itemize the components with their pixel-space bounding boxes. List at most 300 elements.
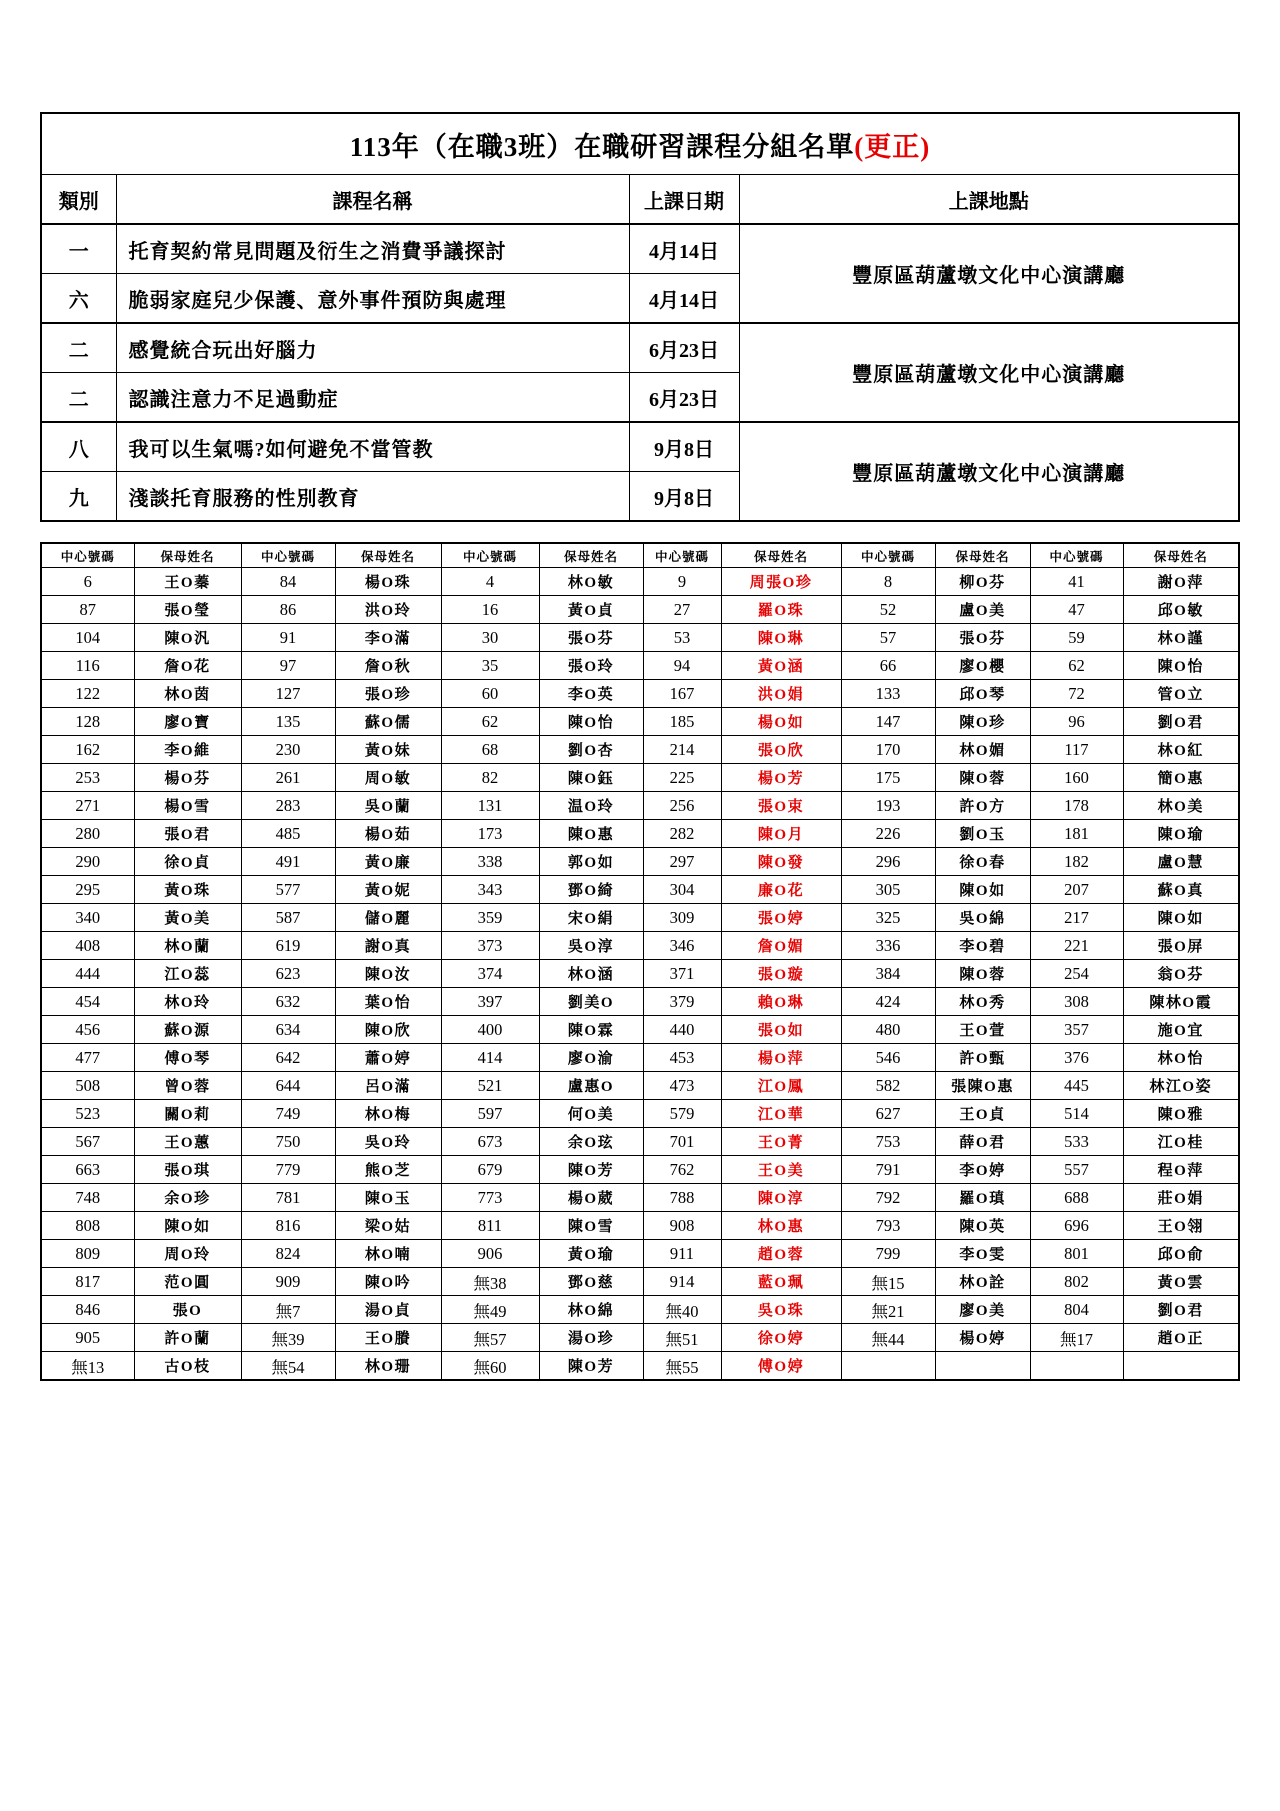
nanny-name-cell: 王O翎: [1123, 1212, 1239, 1240]
roster-row: [41, 1268, 1239, 1296]
center-number-cell: 59: [1030, 624, 1123, 652]
course-name-cell: 脆弱家庭兒少保護、意外事件預防與處理: [116, 274, 629, 324]
nanny-name-cell: 王O蕙: [134, 1128, 241, 1156]
nanny-name-cell: 林O美: [1123, 792, 1239, 820]
center-number-cell: 384: [841, 960, 935, 988]
nanny-name-cell: 古O枝: [134, 1352, 241, 1381]
category-cell: 九: [41, 472, 116, 522]
center-number-cell: 52: [841, 596, 935, 624]
nanny-name-cell: 林O玲: [134, 988, 241, 1016]
center-number-cell: 207: [1030, 876, 1123, 904]
center-number-cell: 82: [441, 764, 539, 792]
center-number-cell: 無13: [41, 1352, 134, 1381]
roster-row: [41, 1016, 1239, 1044]
center-number-cell: 86: [241, 596, 335, 624]
center-number-cell: 217: [1030, 904, 1123, 932]
nanny-name-cell: 陳O蓉: [935, 960, 1030, 988]
nanny-name-cell: 張陳O惠: [935, 1072, 1030, 1100]
nanny-name-cell: 許O甄: [935, 1044, 1030, 1072]
roster-header-nanny-name: 保母姓名: [539, 543, 643, 568]
center-number-cell: 309: [643, 904, 721, 932]
center-number-cell: 16: [441, 596, 539, 624]
roster-row: [41, 1184, 1239, 1212]
center-number-cell: [1030, 1352, 1123, 1381]
nanny-name-cell: 廖O渝: [539, 1044, 643, 1072]
nanny-name-cell: 周O玲: [134, 1240, 241, 1268]
center-number-cell: 673: [441, 1128, 539, 1156]
center-number-cell: 68: [441, 736, 539, 764]
nanny-name-cell: 陳O芳: [539, 1156, 643, 1184]
nanny-name-cell: 李O英: [539, 680, 643, 708]
nanny-name-cell: 李O婷: [935, 1156, 1030, 1184]
course-name-cell: 我可以生氣嗎?如何避免不當管教: [116, 422, 629, 472]
center-number-cell: 696: [1030, 1212, 1123, 1240]
center-number-cell: 325: [841, 904, 935, 932]
nanny-name-cell: 張O婷: [721, 904, 841, 932]
center-number-cell: 84: [241, 568, 335, 596]
nanny-name-cell: 黃O妮: [335, 876, 441, 904]
roster-row: [41, 596, 1239, 624]
nanny-name-cell: 李O雯: [935, 1240, 1030, 1268]
nanny-name-cell: 管O立: [1123, 680, 1239, 708]
center-number-cell: 4: [441, 568, 539, 596]
date-cell: 6月23日: [629, 373, 739, 423]
center-number-cell: 445: [1030, 1072, 1123, 1100]
center-number-cell: 128: [41, 708, 134, 736]
center-number-cell: 801: [1030, 1240, 1123, 1268]
location-cell: 豐原區葫蘆墩文化中心演講廳: [739, 422, 1239, 521]
nanny-name-cell: 林O詮: [935, 1268, 1030, 1296]
center-number-cell: 271: [41, 792, 134, 820]
roster-header-nanny-name: 保母姓名: [935, 543, 1030, 568]
center-number-cell: 914: [643, 1268, 721, 1296]
center-number-cell: 817: [41, 1268, 134, 1296]
nanny-name-cell: 黃O珠: [134, 876, 241, 904]
nanny-name-cell: 林O涵: [539, 960, 643, 988]
center-number-cell: 485: [241, 820, 335, 848]
roster-row: [41, 1352, 1239, 1381]
center-number-cell: 297: [643, 848, 721, 876]
nanny-name-cell: 黃O廉: [335, 848, 441, 876]
nanny-name-cell: 謝O萍: [1123, 568, 1239, 596]
roster-row: [41, 1100, 1239, 1128]
center-number-cell: 96: [1030, 708, 1123, 736]
nanny-name-cell: 楊O芬: [134, 764, 241, 792]
roster-header-center-number: 中心號碼: [1030, 543, 1123, 568]
course-header-row: [41, 175, 1239, 225]
center-number-cell: 無17: [1030, 1324, 1123, 1352]
roster-row: [41, 1128, 1239, 1156]
location-cell: 豐原區葫蘆墩文化中心演講廳: [739, 323, 1239, 422]
nanny-name-cell: 林O秀: [935, 988, 1030, 1016]
nanny-name-cell: 曾O蓉: [134, 1072, 241, 1100]
date-cell: 4月14日: [629, 274, 739, 324]
nanny-name-cell: 張O珍: [335, 680, 441, 708]
nanny-name-cell: 陳O汎: [134, 624, 241, 652]
nanny-name-cell: 張O束: [721, 792, 841, 820]
nanny-name-cell: 薛O君: [935, 1128, 1030, 1156]
category-cell: 六: [41, 274, 116, 324]
center-number-cell: 無55: [643, 1352, 721, 1381]
center-number-cell: 無21: [841, 1296, 935, 1324]
center-number-cell: 623: [241, 960, 335, 988]
nanny-name-cell: [935, 1352, 1030, 1381]
center-number-cell: [841, 1352, 935, 1381]
nanny-name-cell: 余O珍: [134, 1184, 241, 1212]
location-cell: 豐原區葫蘆墩文化中心演講廳: [739, 224, 1239, 323]
nanny-name-cell: 關O莉: [134, 1100, 241, 1128]
nanny-name-cell: 吳O珠: [721, 1296, 841, 1324]
center-number-cell: 359: [441, 904, 539, 932]
roster-row: [41, 1324, 1239, 1352]
nanny-name-cell: 范O圓: [134, 1268, 241, 1296]
nanny-name-cell: 廖O寶: [134, 708, 241, 736]
center-number-cell: 133: [841, 680, 935, 708]
center-number-cell: 66: [841, 652, 935, 680]
center-number-cell: 72: [1030, 680, 1123, 708]
nanny-name-cell: 趙O蓉: [721, 1240, 841, 1268]
roster-header-center-number: 中心號碼: [441, 543, 539, 568]
center-number-cell: 無54: [241, 1352, 335, 1381]
center-number-cell: 53: [643, 624, 721, 652]
nanny-name-cell: 張O如: [721, 1016, 841, 1044]
nanny-name-cell: 徐O春: [935, 848, 1030, 876]
center-number-cell: 634: [241, 1016, 335, 1044]
nanny-name-cell: 江O鳳: [721, 1072, 841, 1100]
category-cell: 二: [41, 373, 116, 423]
nanny-name-cell: 熊O芝: [335, 1156, 441, 1184]
nanny-name-cell: 劉美O: [539, 988, 643, 1016]
nanny-name-cell: 陳O欣: [335, 1016, 441, 1044]
nanny-name-cell: 盧惠O: [539, 1072, 643, 1100]
date-cell: 9月8日: [629, 422, 739, 472]
center-number-cell: 181: [1030, 820, 1123, 848]
nanny-name-cell: 王O蓁: [134, 568, 241, 596]
roster-header-nanny-name: 保母姓名: [721, 543, 841, 568]
center-number-cell: 456: [41, 1016, 134, 1044]
center-number-cell: 644: [241, 1072, 335, 1100]
nanny-name-cell: 周張O珍: [721, 568, 841, 596]
center-number-cell: 473: [643, 1072, 721, 1100]
center-number-cell: 230: [241, 736, 335, 764]
nanny-name-cell: 何O美: [539, 1100, 643, 1128]
center-number-cell: 906: [441, 1240, 539, 1268]
center-number-cell: 444: [41, 960, 134, 988]
center-number-cell: 116: [41, 652, 134, 680]
nanny-name-cell: 徐O貞: [134, 848, 241, 876]
center-number-cell: 701: [643, 1128, 721, 1156]
nanny-name-cell: 陳O發: [721, 848, 841, 876]
center-number-cell: 514: [1030, 1100, 1123, 1128]
nanny-name-cell: 梁O姑: [335, 1212, 441, 1240]
center-number-cell: 256: [643, 792, 721, 820]
nanny-name-cell: 藍O珮: [721, 1268, 841, 1296]
nanny-name-cell: 張O欣: [721, 736, 841, 764]
center-number-cell: 579: [643, 1100, 721, 1128]
nanny-name-cell: 郭O如: [539, 848, 643, 876]
center-number-cell: 357: [1030, 1016, 1123, 1044]
nanny-name-cell: 黃O涵: [721, 652, 841, 680]
center-number-cell: 781: [241, 1184, 335, 1212]
nanny-name-cell: 詹O花: [134, 652, 241, 680]
nanny-name-cell: 林O茵: [134, 680, 241, 708]
nanny-name-cell: 陳O琳: [721, 624, 841, 652]
nanny-name-cell: 江O蕊: [134, 960, 241, 988]
center-number-cell: 60: [441, 680, 539, 708]
roster-header-center-number: 中心號碼: [841, 543, 935, 568]
center-number-cell: 371: [643, 960, 721, 988]
nanny-name-cell: 邱O琴: [935, 680, 1030, 708]
center-number-cell: 282: [643, 820, 721, 848]
center-number-cell: 41: [1030, 568, 1123, 596]
center-number-cell: 135: [241, 708, 335, 736]
center-number-cell: 791: [841, 1156, 935, 1184]
nanny-name-cell: 林O惠: [721, 1212, 841, 1240]
center-number-cell: 792: [841, 1184, 935, 1212]
center-number-cell: 750: [241, 1128, 335, 1156]
nanny-name-cell: 張O璇: [721, 960, 841, 988]
center-number-cell: 557: [1030, 1156, 1123, 1184]
center-number-cell: 846: [41, 1296, 134, 1324]
nanny-name-cell: 詹O媚: [721, 932, 841, 960]
nanny-name-cell: 江O華: [721, 1100, 841, 1128]
center-number-cell: 57: [841, 624, 935, 652]
date-cell: 6月23日: [629, 323, 739, 373]
roster-head-row: [41, 543, 1239, 568]
roster-body: [41, 568, 1239, 1381]
nanny-name-cell: 楊O如: [721, 708, 841, 736]
center-number-cell: 27: [643, 596, 721, 624]
center-number-cell: 374: [441, 960, 539, 988]
nanny-name-cell: 張O: [134, 1296, 241, 1324]
document-body: [40, 112, 1238, 1381]
center-number-cell: 567: [41, 1128, 134, 1156]
center-number-cell: 577: [241, 876, 335, 904]
center-number-cell: 748: [41, 1184, 134, 1212]
nanny-name-cell: 王O貞: [935, 1100, 1030, 1128]
nanny-name-cell: 江O桂: [1123, 1128, 1239, 1156]
center-number-cell: 338: [441, 848, 539, 876]
center-number-cell: 911: [643, 1240, 721, 1268]
center-number-cell: 908: [643, 1212, 721, 1240]
nanny-name-cell: 黃O貞: [539, 596, 643, 624]
center-number-cell: 773: [441, 1184, 539, 1212]
center-number-cell: 無51: [643, 1324, 721, 1352]
nanny-name-cell: 宋O絹: [539, 904, 643, 932]
nanny-name-cell: 林O敏: [539, 568, 643, 596]
nanny-name-cell: 陳O如: [935, 876, 1030, 904]
center-number-cell: 627: [841, 1100, 935, 1128]
nanny-name-cell: 趙O正: [1123, 1324, 1239, 1352]
nanny-name-cell: 楊O葳: [539, 1184, 643, 1212]
center-number-cell: 162: [41, 736, 134, 764]
nanny-name-cell: 呂O滿: [335, 1072, 441, 1100]
nanny-name-cell: 蘇O真: [1123, 876, 1239, 904]
date-cell: 4月14日: [629, 224, 739, 274]
nanny-name-cell: 陳O吟: [335, 1268, 441, 1296]
col-header-location: 上課地點: [739, 175, 1239, 225]
nanny-name-cell: 施O宜: [1123, 1016, 1239, 1044]
center-number-cell: 8: [841, 568, 935, 596]
nanny-name-cell: 翁O芬: [1123, 960, 1239, 988]
center-number-cell: 296: [841, 848, 935, 876]
nanny-name-cell: 李O維: [134, 736, 241, 764]
course-name-cell: 托育契約常見問題及衍生之消費爭議探討: [116, 224, 629, 274]
center-number-cell: 221: [1030, 932, 1123, 960]
center-number-cell: 91: [241, 624, 335, 652]
center-number-cell: 35: [441, 652, 539, 680]
nanny-name-cell: 程O萍: [1123, 1156, 1239, 1184]
center-number-cell: 193: [841, 792, 935, 820]
nanny-name-cell: 楊O雪: [134, 792, 241, 820]
center-number-cell: 185: [643, 708, 721, 736]
category-cell: 二: [41, 323, 116, 373]
roster-table: [40, 542, 1240, 1381]
center-number-cell: 無15: [841, 1268, 935, 1296]
course-schedule-table: [40, 112, 1240, 522]
center-number-cell: 346: [643, 932, 721, 960]
nanny-name-cell: 陳O怡: [539, 708, 643, 736]
roster-header-center-number: 中心號碼: [41, 543, 134, 568]
center-number-cell: 283: [241, 792, 335, 820]
nanny-name-cell: 許O方: [935, 792, 1030, 820]
roster-row: [41, 1240, 1239, 1268]
nanny-name-cell: 謝O真: [335, 932, 441, 960]
center-number-cell: 9: [643, 568, 721, 596]
center-number-cell: 87: [41, 596, 134, 624]
center-number-cell: 440: [643, 1016, 721, 1044]
center-number-cell: 無40: [643, 1296, 721, 1324]
nanny-name-cell: 劉O君: [1123, 1296, 1239, 1324]
center-number-cell: 104: [41, 624, 134, 652]
nanny-name-cell: 陳O怡: [1123, 652, 1239, 680]
center-number-cell: 753: [841, 1128, 935, 1156]
roster-row: [41, 652, 1239, 680]
center-number-cell: 663: [41, 1156, 134, 1184]
nanny-name-cell: 楊O茹: [335, 820, 441, 848]
nanny-name-cell: 吳O綿: [935, 904, 1030, 932]
nanny-name-cell: 羅O珠: [721, 596, 841, 624]
category-cell: 八: [41, 422, 116, 472]
course-row: [41, 224, 1239, 274]
nanny-name-cell: 劉O杏: [539, 736, 643, 764]
nanny-name-cell: 陳O惠: [539, 820, 643, 848]
roster-row: [41, 904, 1239, 932]
roster-row: [41, 988, 1239, 1016]
center-number-cell: 373: [441, 932, 539, 960]
center-number-cell: 343: [441, 876, 539, 904]
center-number-cell: 305: [841, 876, 935, 904]
course-name-cell: 感覺統合玩出好腦力: [116, 323, 629, 373]
center-number-cell: 6: [41, 568, 134, 596]
center-number-cell: 173: [441, 820, 539, 848]
center-number-cell: 816: [241, 1212, 335, 1240]
center-number-cell: 127: [241, 680, 335, 708]
nanny-name-cell: 湯O珍: [539, 1324, 643, 1352]
nanny-name-cell: 蘇O儒: [335, 708, 441, 736]
center-number-cell: 160: [1030, 764, 1123, 792]
nanny-name-cell: 張O玲: [539, 652, 643, 680]
center-number-cell: 414: [441, 1044, 539, 1072]
center-number-cell: 597: [441, 1100, 539, 1128]
center-number-cell: 508: [41, 1072, 134, 1100]
nanny-name-cell: 王O菁: [721, 1128, 841, 1156]
page-title-text: 113年（在職3班）在職研習課程分組名單: [349, 131, 855, 162]
nanny-name-cell: 林江O姿: [1123, 1072, 1239, 1100]
center-number-cell: 62: [441, 708, 539, 736]
center-number-cell: 340: [41, 904, 134, 932]
center-number-cell: 無60: [441, 1352, 539, 1381]
center-number-cell: 253: [41, 764, 134, 792]
nanny-name-cell: 蘇O源: [134, 1016, 241, 1044]
center-number-cell: 無49: [441, 1296, 539, 1324]
center-number-cell: 749: [241, 1100, 335, 1128]
nanny-name-cell: 葉O怡: [335, 988, 441, 1016]
center-number-cell: 762: [643, 1156, 721, 1184]
center-number-cell: 642: [241, 1044, 335, 1072]
nanny-name-cell: 陳O雪: [539, 1212, 643, 1240]
nanny-name-cell: 陳O芳: [539, 1352, 643, 1381]
nanny-name-cell: 羅O瑱: [935, 1184, 1030, 1212]
nanny-name-cell: 林O梅: [335, 1100, 441, 1128]
title-row: [41, 113, 1239, 175]
center-number-cell: 400: [441, 1016, 539, 1044]
nanny-name-cell: 李O碧: [935, 932, 1030, 960]
nanny-name-cell: 陳O珍: [935, 708, 1030, 736]
nanny-name-cell: 王O美: [721, 1156, 841, 1184]
center-number-cell: 無39: [241, 1324, 335, 1352]
nanny-name-cell: 傅O婷: [721, 1352, 841, 1381]
nanny-name-cell: 柳O芬: [935, 568, 1030, 596]
roster-header-nanny-name: 保母姓名: [335, 543, 441, 568]
nanny-name-cell: 盧O美: [935, 596, 1030, 624]
nanny-name-cell: 林O謹: [1123, 624, 1239, 652]
center-number-cell: 811: [441, 1212, 539, 1240]
center-number-cell: 167: [643, 680, 721, 708]
nanny-name-cell: 余O玹: [539, 1128, 643, 1156]
nanny-name-cell: 鄧O慈: [539, 1268, 643, 1296]
center-number-cell: 261: [241, 764, 335, 792]
center-number-cell: 779: [241, 1156, 335, 1184]
center-number-cell: 905: [41, 1324, 134, 1352]
nanny-name-cell: 陳O汝: [335, 960, 441, 988]
roster-row: [41, 736, 1239, 764]
roster-row: [41, 792, 1239, 820]
course-row: [41, 323, 1239, 373]
nanny-name-cell: 林O媚: [935, 736, 1030, 764]
center-number-cell: 523: [41, 1100, 134, 1128]
nanny-name-cell: 賴O琳: [721, 988, 841, 1016]
nanny-name-cell: 林O怡: [1123, 1044, 1239, 1072]
nanny-name-cell: 莊O娟: [1123, 1184, 1239, 1212]
roster-header-center-number: 中心號碼: [643, 543, 721, 568]
course-name-cell: 淺談托育服務的性別教育: [116, 472, 629, 522]
nanny-name-cell: 吳O淳: [539, 932, 643, 960]
nanny-name-cell: 黃O妹: [335, 736, 441, 764]
nanny-name-cell: 周O敏: [335, 764, 441, 792]
center-number-cell: 824: [241, 1240, 335, 1268]
center-number-cell: 379: [643, 988, 721, 1016]
nanny-name-cell: 陳O淳: [721, 1184, 841, 1212]
roster-row: [41, 1156, 1239, 1184]
center-number-cell: 688: [1030, 1184, 1123, 1212]
nanny-name-cell: 許O蘭: [134, 1324, 241, 1352]
nanny-name-cell: 陳O雅: [1123, 1100, 1239, 1128]
center-number-cell: 47: [1030, 596, 1123, 624]
roster-row: [41, 960, 1239, 988]
roster-row: [41, 1044, 1239, 1072]
nanny-name-cell: 傅O琴: [134, 1044, 241, 1072]
